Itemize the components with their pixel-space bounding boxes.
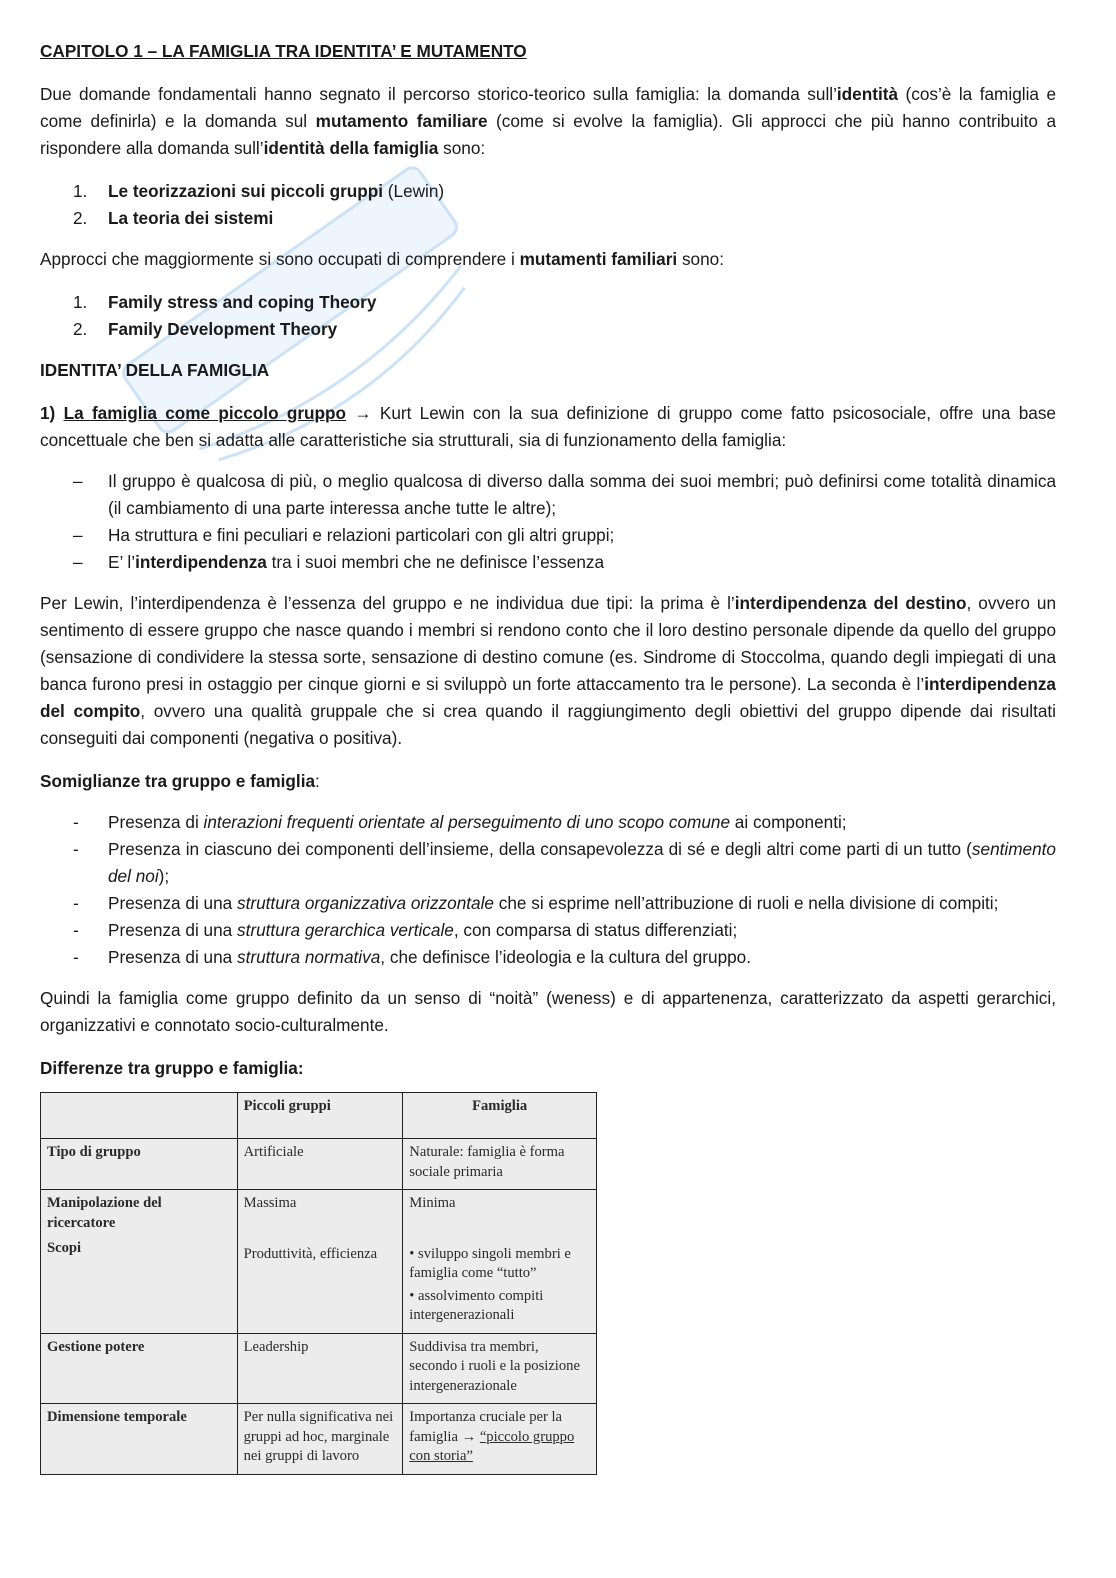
similarities-heading: Somiglianze tra gruppo e famiglia: — [40, 771, 320, 791]
table-row-head: Tipo di gruppo — [41, 1139, 238, 1190]
list-item: 2. Family Development Theory — [73, 319, 338, 339]
list-item: - Presenza di una struttura organizzativa orizzontale che si esprime nell’attribuzione di ruoli e nella divisione di compiti; — [73, 893, 999, 913]
change-approaches-list — [40, 289, 1056, 343]
list-item: – E’ l’interdipendenza tra i suoi membri che ne definisce l’essenza — [73, 552, 605, 572]
table-cell: Importanza cruciale per la famiglia → “piccolo gruppo con storia” — [403, 1404, 597, 1475]
table-header-cell: Piccoli gruppi — [237, 1093, 403, 1139]
table-link: “piccolo gruppo con storia” — [409, 1428, 575, 1464]
change-intro-paragraph: Approcci che maggiormente si sono occupati di comprendere i mutamenti familiari sono: — [40, 249, 725, 269]
table-header-cell — [41, 1093, 238, 1139]
differences-heading: Differenze tra gruppo e famiglia: — [40, 1058, 304, 1078]
table-cell: Leadership — [237, 1333, 403, 1404]
list-item: - Presenza di interazioni frequenti orientate al perseguimento di uno scopo comune ai componenti; — [73, 812, 847, 832]
table-cell: Artificiale — [237, 1139, 403, 1190]
table-row-head: Gestione potere — [41, 1333, 238, 1404]
list-item: - Presenza in ciascuno dei componenti dell’insieme, della consapevolezza di sé e degli altri come parti di un tutto (sentimento del noi); — [73, 839, 1056, 886]
similarities-list — [40, 809, 1056, 971]
table-cell: Minima • sviluppo singoli membri e famiglia come “tutto” • assolvimento compiti intergenerazionali — [403, 1190, 597, 1334]
identity-approaches-list — [40, 178, 1056, 232]
conclusion-paragraph: Quindi la famiglia come gruppo definito da un senso di “noità” (weness) e di appartenenza, caratterizzato da aspetti gerarchici, organizzativi e connotato socio-culturalmente. — [40, 988, 1056, 1035]
intro-paragraph: Due domande fondamentali hanno segnato il percorso storico-teorico sulla famiglia: la domanda sull’identità (cos’è la famiglia e come definirla) e la domanda sul mutamento familiare (come si evolve la famiglia). Gli approcci che più hanno contribuito a rispondere alla domanda sull’identità della famiglia sono: — [40, 84, 1056, 158]
table-cell: Suddivisa tra membri, secondo i ruoli e la posizione intergenerazionale — [403, 1333, 597, 1404]
group-definition-list — [40, 468, 1056, 576]
list-item: – Il gruppo è qualcosa di più, o meglio qualcosa di diverso dalla somma dei suoi membri; può definirsi come totalità dinamica (il cambiamento di una parte interessa anche tutte le altre); — [73, 471, 1056, 518]
list-item: - Presenza di una struttura gerarchica verticale, con comparsa di status differenziati; — [73, 920, 738, 940]
chapter-title: CAPITOLO 1 – LA FAMIGLIA TRA IDENTITA’ E MUTAMENTO — [40, 41, 527, 61]
table-header-row — [41, 1093, 597, 1139]
table-cell: Per nulla significativa nei gruppi ad hoc, marginale nei gruppi di lavoro — [237, 1404, 403, 1475]
table-cell: Massima Produttività, efficienza — [237, 1190, 403, 1334]
table-cell: Naturale: famiglia è forma sociale primaria — [403, 1139, 597, 1190]
lewin-paragraph: Per Lewin, l’interdipendenza è l’essenza del gruppo e ne individua due tipi: la prima è l’interdipendenza del destino, ovvero un sentimento di essere gruppo che nasce quando i membri si rendono conto che il loro destino personale dipende da quello del gruppo (sensazione di condividere la stessa sorte, sensazione di destino comune (es. Sindrome di Stoccolma, quando degli impiegati di una banca furono presi in ostaggio per cinque giorni e si sviluppò un forte attaccamento tra le persone). La seconda è l’interdipendenza del compito, ovvero una qualità gruppale che si crea quando il raggiungimento degli obiettivi del gruppo dipende dai risultati conseguiti dai componenti (negativa o positiva). — [40, 593, 1057, 748]
table-row — [41, 1333, 597, 1404]
list-item: – Ha struttura e fini peculiari e relazioni particolari con gli altri gruppi; — [73, 525, 615, 545]
section1-link: La famiglia come piccolo gruppo — [63, 403, 347, 423]
list-item: 2. La teoria dei sistemi — [73, 208, 274, 228]
table-row — [41, 1404, 597, 1475]
comparison-table — [40, 1092, 597, 1475]
document-page — [40, 38, 1056, 1475]
list-item: 1. Family stress and coping Theory — [73, 292, 377, 312]
section-heading: IDENTITA’ DELLA FAMIGLIA — [40, 360, 270, 380]
table-row — [41, 1190, 597, 1334]
section1-paragraph: 1) La famiglia come piccolo gruppo → Kurt Lewin con la sua definizione di gruppo come fatto psicosociale, offre una base concettuale che ben si adatta alle caratteristiche sia strutturali, sia di funzionamento della famiglia: — [40, 403, 1056, 450]
list-item: 1. Le teorizzazioni sui piccoli gruppi (Lewin) — [73, 181, 445, 201]
list-item: - Presenza di una struttura normativa, che definisce l’ideologia e la cultura del gruppo. — [73, 947, 752, 967]
table-header-cell: Famiglia — [403, 1093, 597, 1139]
table-row-head: Dimensione temporale — [41, 1404, 238, 1475]
table-row — [41, 1139, 597, 1190]
table-row-head: Manipolazione del ricercatore Scopi — [41, 1190, 238, 1334]
